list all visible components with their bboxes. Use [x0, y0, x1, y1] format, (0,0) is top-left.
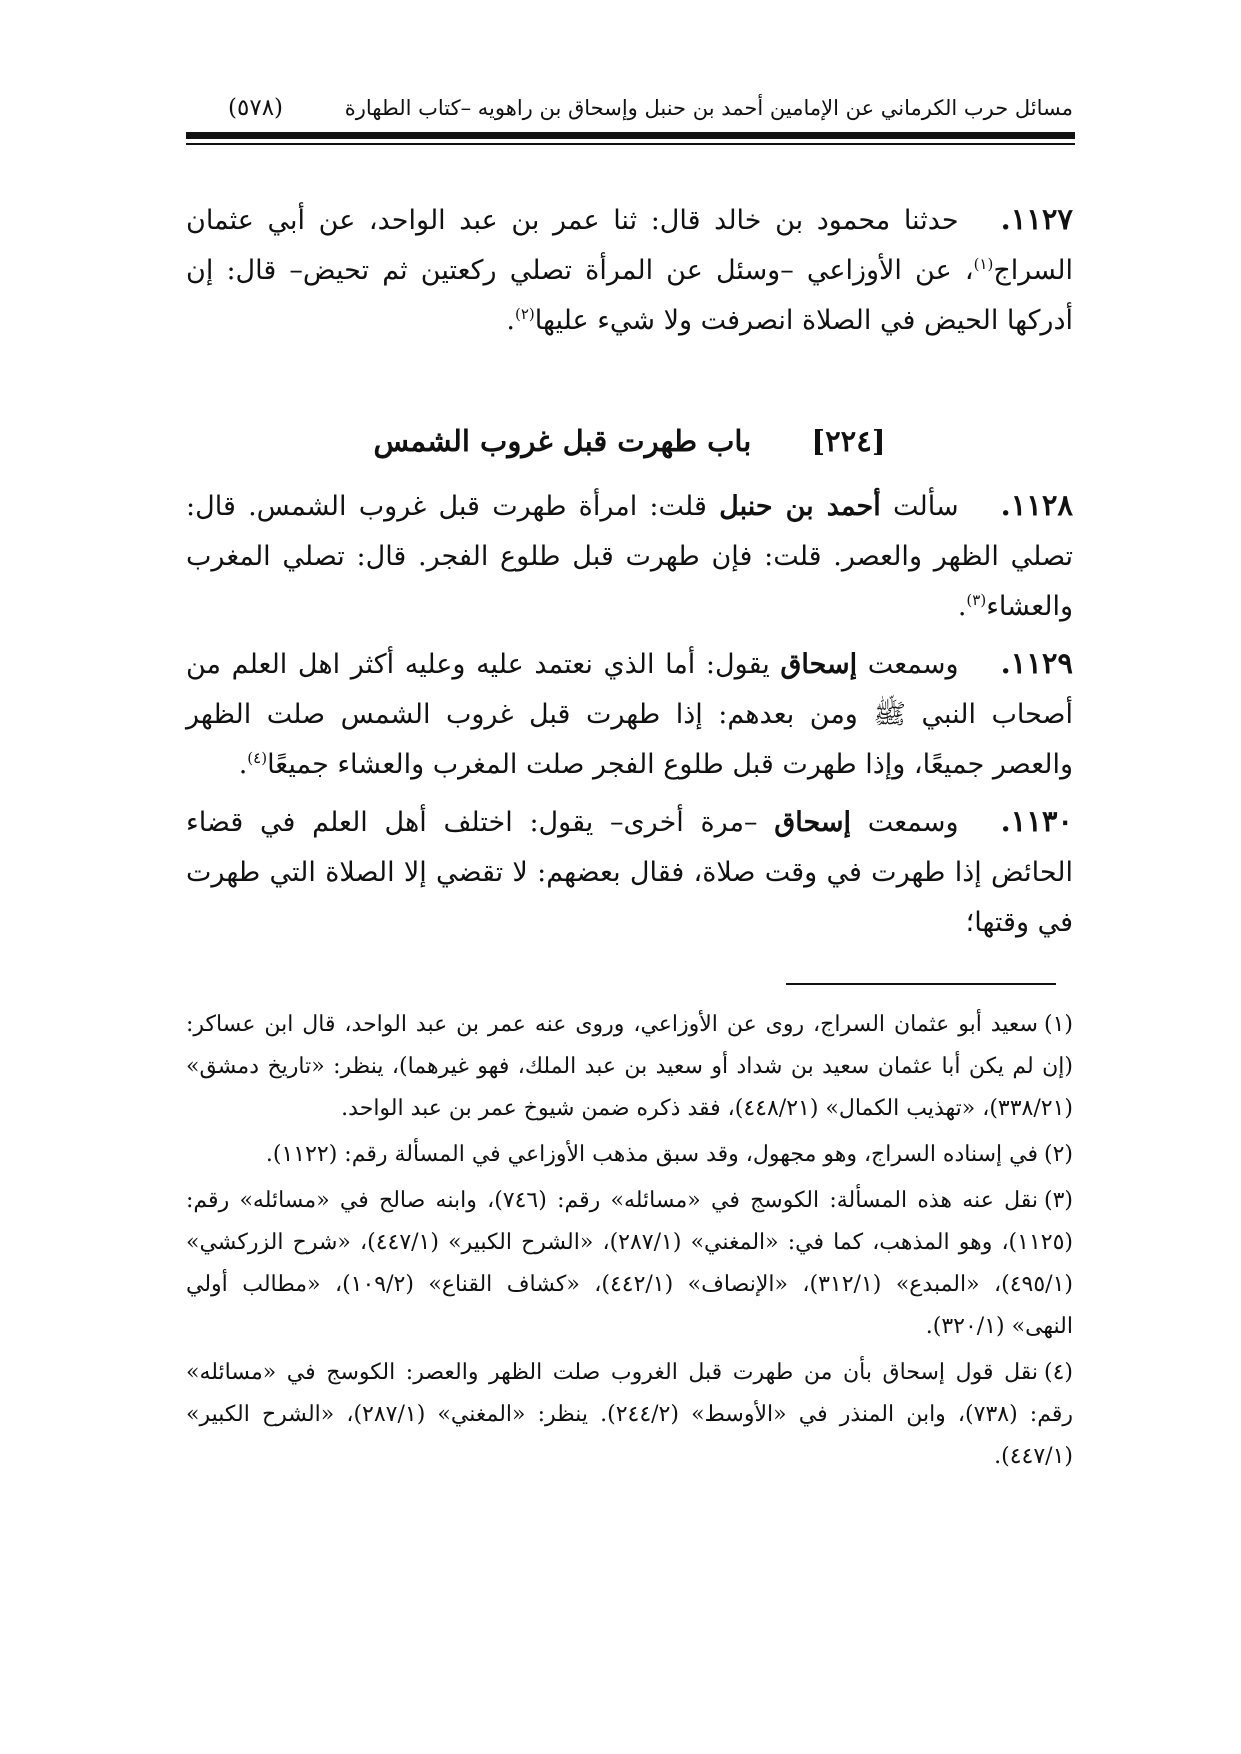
paragraph-1127: [186, 194, 1073, 346]
footnote-number: (٣): [1044, 1188, 1074, 1213]
issue-number: ١١٢٩.: [1000, 646, 1073, 680]
footnotes: [186, 1004, 1073, 1482]
page-number: (٥٧٨): [228, 95, 284, 121]
scholar-name: إسحاق: [774, 807, 851, 838]
header-rule-thin: [186, 143, 1075, 145]
paragraph-text: وسمعت: [867, 807, 959, 838]
scholar-name: إسحاق: [780, 649, 858, 680]
issue-number: ١١٣٠.: [1000, 804, 1073, 838]
paragraph-text: قلت: امرأة طهرت قبل غروب الشمس. قال: تصلي الظهر والعصر. قلت: فإن طهرت قبل طلوع الفجر. قال: تصلي المغرب والعشاء: [186, 491, 1073, 622]
issue-number: ١١٢٨.: [1000, 488, 1073, 522]
chapter-title: باب طهرت قبل غروب الشمس: [373, 424, 752, 458]
footnote-ref[interactable]: (١): [973, 255, 994, 273]
paragraph-1128: [186, 480, 1073, 632]
running-header: [228, 88, 1073, 128]
footnote-2: [186, 1134, 1073, 1176]
paragraph-text: ، عن الأوزاعي –وسئل عن المرأة تصلي ركعتين ثم تحيض– قال: إن أدركها الحيض في الصلاة انصرفت ولا شيء عليها: [186, 255, 1073, 336]
paragraph-end: .: [957, 591, 967, 622]
paragraph-text: سألت: [892, 491, 959, 522]
paragraph-text: حدثنا محمود بن خالد قال: ثنا عمر بن عبد الواحد، عن أبي عثمان السراج: [186, 205, 1073, 286]
footnote-text: نقل عنه هذه المسألة: الكوسج في «مسائله» رقم: (٧٤٦)، وابنه صالح في «مسائله» رقم: (١١٢٥)، وهو المذهب، كما في: «المغني» (٢٨٧/١)، «الشرح الكبير» (٤٤٧/١)، «شرح الزركشي» (٤٩٥/١)، «المبدع» (٣١٢/١)، «الإنصاف» (٤٤٢/١)، «كشاف القناع» (١٠٩/٢)، «مطالب أولي النهى» (٣٢٠/١).: [186, 1188, 1074, 1339]
footnote-4: [186, 1352, 1073, 1478]
paragraph-1129: [186, 638, 1073, 790]
footnote-number: (٤): [1043, 1360, 1073, 1385]
chapter-heading: [186, 416, 1073, 466]
footnote-text: سعيد أبو عثمان السراج، روى عن الأوزاعي، وروى عنه عمر بن عبد الواحد، قال ابن عساكر: (إن لم يكن أبا عثمان سعيد بن شداد أو سعيد بن عبد الملك، فهو غيرهما)، ينظر: «تاريخ دمشق» (٣٣٨/٢١)، «تهذيب الكمال» (٤٤٨/٢١)، فقد ذكره ضمن شيوخ عمر بن عبد الواحد.: [186, 1012, 1073, 1121]
footnote-1: [186, 1004, 1073, 1130]
footnote-separator: [786, 983, 1056, 985]
footnote-text: نقل قول إسحاق بأن من طهرت قبل الغروب صلت الظهر والعصر: الكوسج في «مسائله» رقم: (٧٣٨)، وابن المنذر في «الأوسط» (٢٤٤/٢). ينظر: «المغني» (٢٨٧/١)، «الشرح الكبير» (٤٤٧/١).: [186, 1360, 1073, 1469]
footnote-3: [186, 1180, 1073, 1348]
paragraph-end: .: [506, 305, 515, 336]
issue-number: ١١٢٧.: [1000, 202, 1073, 236]
paragraph-text: وسمعت: [867, 649, 959, 680]
footnote-ref[interactable]: (٢): [514, 305, 535, 323]
main-text: [186, 194, 1073, 954]
paragraph-text: يقول: أما الذي نعتمد عليه وعليه أكثر اهل العلم من أصحاب النبي ﷺ ومن بعدهم: إذا طهرت قبل غروب الشمس صلت الظهر والعصر جميعًا، وإذا طهرت قبل طلوع الفجر صلت المغرب والعشاء جميعًا: [186, 649, 1073, 780]
footnote-text: في إسناده السراج، وهو مجهول، وقد سبق مذهب الأوزاعي في المسألة رقم: (١١٢٢).: [265, 1142, 1038, 1167]
header-title: مسائل حرب الكرماني عن الإمامين أحمد بن حنبل وإسحاق بن راهويه –كتاب الطهارة: [344, 96, 1073, 120]
scholar-name: أحمد بن حنبل: [719, 491, 881, 522]
footnote-ref[interactable]: (٣): [966, 591, 987, 609]
header-rule-thick: [186, 132, 1075, 139]
footnote-number: (١): [1043, 1012, 1073, 1037]
chapter-number: [٢٢٤]: [811, 424, 886, 458]
paragraph-1130: [186, 796, 1073, 948]
paragraph-end: .: [238, 749, 248, 780]
footnote-number: (٢): [1043, 1142, 1073, 1167]
paragraph-text: –مرة أخرى– يقول: اختلف أهل العلم في قضاء الحائض إذا طهرت في وقت صلاة، فقال بعضهم: لا تقضي إلا الصلاة التي طهرت في وقتها؛: [186, 807, 1073, 938]
footnote-ref[interactable]: (٤): [247, 749, 268, 767]
